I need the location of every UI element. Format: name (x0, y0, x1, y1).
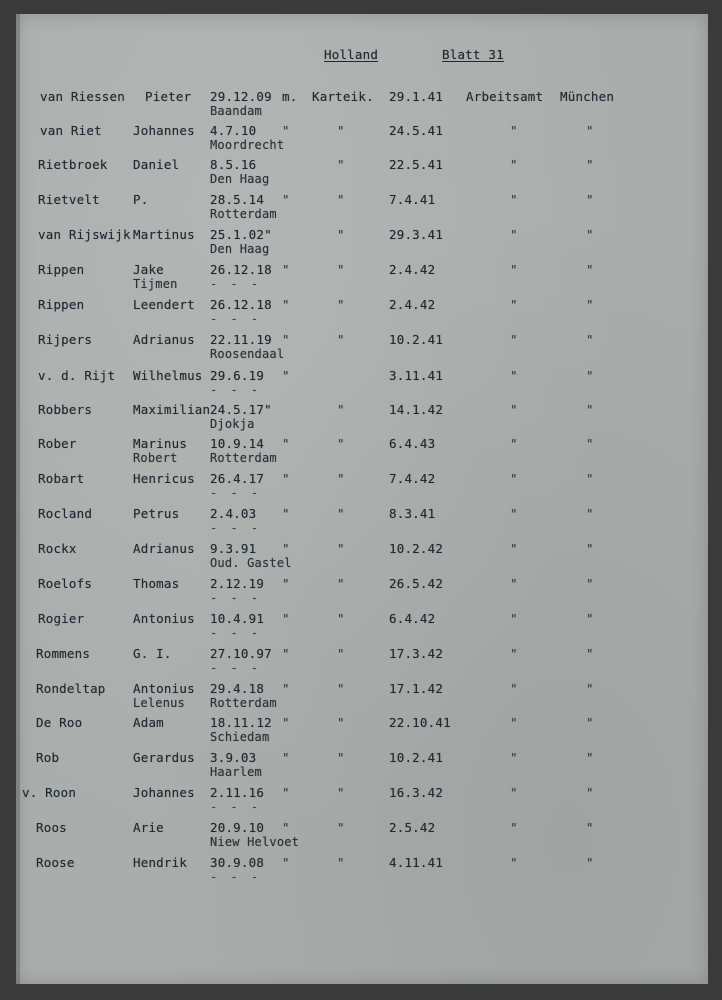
record-given-name: Marinus (133, 436, 188, 451)
record-office: " (510, 715, 518, 730)
record-city: " (586, 576, 594, 591)
record-office: " (510, 820, 518, 835)
record-birth-place: - - - (210, 486, 262, 500)
header-country: Holland (324, 47, 379, 62)
record-city: " (586, 541, 594, 556)
record-city: " (586, 785, 594, 800)
record-birth-date: 8.5.16 (210, 157, 257, 172)
record-given-name: Johannes (133, 785, 195, 800)
record-surname: Rietbroek (38, 157, 108, 172)
record-surname: v. d. Rijt (38, 368, 116, 383)
record-city: " (586, 750, 594, 765)
record-city: " (586, 402, 594, 417)
record-date: 10.2.41 (389, 750, 444, 765)
record-office: " (510, 471, 518, 486)
record-city: " (586, 611, 594, 626)
record-surname: Rommens (36, 646, 91, 661)
record-city: " (586, 506, 594, 521)
record-sex: " (282, 368, 290, 383)
record-date: 4.11.41 (389, 855, 444, 870)
record-birth-place: - - - (210, 661, 262, 675)
record-office: " (510, 402, 518, 417)
record-date: 10.2.41 (389, 332, 444, 347)
record-office: " (510, 192, 518, 207)
record-occupation: " (337, 541, 345, 556)
record-date: 3.11.41 (389, 368, 444, 383)
record-birth-place: Moordrecht (210, 138, 285, 152)
record-city: " (586, 646, 594, 661)
record-given-name: Pieter (145, 89, 192, 104)
record-city: " (586, 368, 594, 383)
record-city: " (586, 157, 594, 172)
record-date: 26.5.42 (389, 576, 444, 591)
record-given-name: Henricus (133, 471, 195, 486)
record-given-name: Arie (133, 820, 164, 835)
record-occupation: " (337, 157, 345, 172)
record-date: 29.1.41 (389, 89, 444, 104)
record-office: " (510, 506, 518, 521)
record-surname: Roose (36, 855, 75, 870)
record-date: 14.1.42 (389, 402, 444, 417)
document-page (16, 14, 708, 984)
record-given-name: Martinus (133, 227, 195, 242)
record-sex: " (282, 541, 290, 556)
record-office: " (510, 681, 518, 696)
record-surname: De Roo (36, 715, 83, 730)
record-surname: van Riet (40, 123, 102, 138)
record-city: München (560, 89, 615, 104)
record-surname: Rober (38, 436, 77, 451)
record-city: " (586, 436, 594, 451)
record-given-name: Leendert (133, 297, 195, 312)
record-birth-date: 3.9.03 (210, 750, 257, 765)
record-given-name: P. (133, 192, 149, 207)
record-occupation: " (337, 750, 345, 765)
record-city: " (586, 123, 594, 138)
record-given-name: Wilhelmus (133, 368, 203, 383)
record-date: 10.2.42 (389, 541, 444, 556)
record-occupation: " (337, 611, 345, 626)
record-surname: Rockx (38, 541, 77, 556)
record-office: " (510, 262, 518, 277)
record-birth-place: Baandam (210, 104, 262, 118)
record-occupation: " (337, 646, 345, 661)
record-date: 6.4.43 (389, 436, 436, 451)
record-given-name: Petrus (133, 506, 180, 521)
record-birth-place: Rotterdam (210, 207, 277, 221)
header-sheet: Blatt 31 (442, 47, 504, 62)
record-sex: " (282, 611, 290, 626)
record-date: 2.4.42 (389, 262, 436, 277)
record-given-name: G. I. (133, 646, 172, 661)
record-birth-date: 26.4.17 (210, 471, 265, 486)
record-city: " (586, 820, 594, 835)
record-occupation: " (337, 297, 345, 312)
record-birth-date: 29.6.19 (210, 368, 265, 383)
record-given-name: Antonius (133, 681, 195, 696)
record-occupation: " (337, 681, 345, 696)
record-birth-date: 2.12.19 (210, 576, 265, 591)
record-occupation: " (337, 262, 345, 277)
record-birth-place: Den Haag (210, 172, 270, 186)
record-sex: m. (282, 89, 298, 104)
record-given-name: Maximilian (133, 402, 211, 417)
record-occupation: " (337, 402, 345, 417)
record-birth-date: 28.5.14 (210, 192, 265, 207)
record-given-name-2: Tijmen (133, 277, 178, 291)
record-occupation: " (337, 332, 345, 347)
record-birth-date: 2.4.03 (210, 506, 257, 521)
record-office: " (510, 750, 518, 765)
record-birth-date: 10.9.14 (210, 436, 265, 451)
record-date: 17.3.42 (389, 646, 444, 661)
record-birth-place: - - - (210, 277, 262, 291)
record-office: " (510, 646, 518, 661)
record-office: " (510, 227, 518, 242)
record-sex: " (282, 785, 290, 800)
record-birth-date: 25.1.02" (210, 227, 272, 242)
record-surname: Rob (36, 750, 60, 765)
record-surname: van Riessen (40, 89, 125, 104)
record-birth-place: Oud. Gastel (210, 556, 292, 570)
record-birth-date: 2.11.16 (210, 785, 265, 800)
record-birth-place: Den Haag (210, 242, 270, 256)
record-sex: " (282, 855, 290, 870)
record-sex: " (282, 715, 290, 730)
record-birth-date: 20.9.10 (210, 820, 265, 835)
record-office: " (510, 576, 518, 591)
record-birth-date: 9.3.91 (210, 541, 257, 556)
record-birth-place: Schiedam (210, 730, 270, 744)
record-city: " (586, 471, 594, 486)
record-occupation: " (337, 820, 345, 835)
record-surname: v. Roon (22, 785, 77, 800)
record-surname: Roos (36, 820, 67, 835)
record-occupation: " (337, 785, 345, 800)
record-city: " (586, 297, 594, 312)
record-sex: " (282, 262, 290, 277)
record-sex: " (282, 297, 290, 312)
record-office: " (510, 611, 518, 626)
record-birth-place: - - - (210, 383, 262, 397)
record-occupation: " (337, 227, 345, 242)
record-surname: Rocland (38, 506, 93, 521)
record-birth-date: 29.12.09 (210, 89, 272, 104)
record-given-name: Thomas (133, 576, 180, 591)
record-occupation: " (337, 715, 345, 730)
record-occupation: " (337, 506, 345, 521)
record-date: 7.4.41 (389, 192, 436, 207)
record-surname: Robart (38, 471, 85, 486)
record-birth-date: 26.12.18 (210, 262, 272, 277)
record-city: " (586, 715, 594, 730)
record-sex: " (282, 681, 290, 696)
record-date: 2.5.42 (389, 820, 436, 835)
record-sex: " (282, 576, 290, 591)
record-birth-date: 30.9.08 (210, 855, 265, 870)
record-given-name: Johannes (133, 123, 195, 138)
record-given-name: Antonius (133, 611, 195, 626)
record-given-name: Daniel (133, 157, 180, 172)
record-sex: " (282, 192, 290, 207)
record-surname: Rietvelt (38, 192, 100, 207)
record-surname: Roelofs (38, 576, 93, 591)
record-birth-place: Roosendaal (210, 347, 285, 361)
record-surname: Rondeltap (36, 681, 106, 696)
record-birth-date: 27.10.97 (210, 646, 272, 661)
record-sex: " (282, 123, 290, 138)
record-birth-place: Rotterdam (210, 451, 277, 465)
record-office: " (510, 123, 518, 138)
record-birth-place: - - - (210, 591, 262, 605)
record-birth-date: 22.11.19 (210, 332, 272, 347)
record-birth-place: Haarlem (210, 765, 262, 779)
record-occupation: " (337, 123, 345, 138)
record-birth-place: - - - (210, 312, 262, 326)
record-sex: " (282, 820, 290, 835)
record-date: 17.1.42 (389, 681, 444, 696)
record-sex: " (282, 436, 290, 451)
record-date: 16.3.42 (389, 785, 444, 800)
record-given-name: Jake (133, 262, 164, 277)
record-date: 8.3.41 (389, 506, 436, 521)
record-birth-place: Djokja (210, 417, 255, 431)
record-city: " (586, 332, 594, 347)
record-occupation: " (337, 192, 345, 207)
record-date: 6.4.42 (389, 611, 436, 626)
record-office: " (510, 785, 518, 800)
record-birth-date: 10.4.91 (210, 611, 265, 626)
record-sex: " (282, 506, 290, 521)
record-birth-place: - - - (210, 521, 262, 535)
record-date: 7.4.42 (389, 471, 436, 486)
record-birth-date: 4.7.10 (210, 123, 257, 138)
record-given-name: Gerardus (133, 750, 195, 765)
record-given-name-2: Robert (133, 451, 178, 465)
record-office: Arbeitsamt (466, 89, 544, 104)
record-birth-date: 24.5.17" (210, 402, 272, 417)
record-occupation: " (337, 436, 345, 451)
record-given-name: Hendrik (133, 855, 188, 870)
record-occupation: Karteik. (312, 89, 374, 104)
record-given-name: Adrianus (133, 332, 195, 347)
record-city: " (586, 681, 594, 696)
record-date: 29.3.41 (389, 227, 444, 242)
record-given-name: Adrianus (133, 541, 195, 556)
record-sex: " (282, 750, 290, 765)
record-birth-date: 29.4.18 (210, 681, 265, 696)
record-given-name-2: Lelenus (133, 696, 185, 710)
record-office: " (510, 436, 518, 451)
record-city: " (586, 192, 594, 207)
record-sex: " (282, 332, 290, 347)
record-birth-place: Niew Helvoet (210, 835, 300, 849)
record-surname: Rippen (38, 262, 85, 277)
record-office: " (510, 157, 518, 172)
record-date: 22.5.41 (389, 157, 444, 172)
record-office: " (510, 368, 518, 383)
record-birth-place: - - - (210, 800, 262, 814)
record-city: " (586, 855, 594, 870)
record-birth-place: - - - (210, 870, 262, 884)
record-surname: Rippen (38, 297, 85, 312)
record-occupation: " (337, 471, 345, 486)
record-date: 24.5.41 (389, 123, 444, 138)
record-city: " (586, 262, 594, 277)
record-given-name: Adam (133, 715, 164, 730)
record-sex: " (282, 646, 290, 661)
record-office: " (510, 332, 518, 347)
record-date: 22.10.41 (389, 715, 451, 730)
record-occupation: " (337, 855, 345, 870)
record-surname: Rijpers (38, 332, 93, 347)
record-birth-date: 18.11.12 (210, 715, 272, 730)
record-surname: Rogier (38, 611, 85, 626)
record-occupation: " (337, 576, 345, 591)
record-birth-date: 26.12.18 (210, 297, 272, 312)
record-surname: Robbers (38, 402, 93, 417)
record-date: 2.4.42 (389, 297, 436, 312)
record-surname: van Rijswijk (38, 227, 131, 242)
record-office: " (510, 855, 518, 870)
record-birth-place: Rotterdam (210, 696, 277, 710)
record-city: " (586, 227, 594, 242)
record-birth-place: - - - (210, 626, 262, 640)
record-office: " (510, 541, 518, 556)
record-sex: " (282, 471, 290, 486)
record-office: " (510, 297, 518, 312)
